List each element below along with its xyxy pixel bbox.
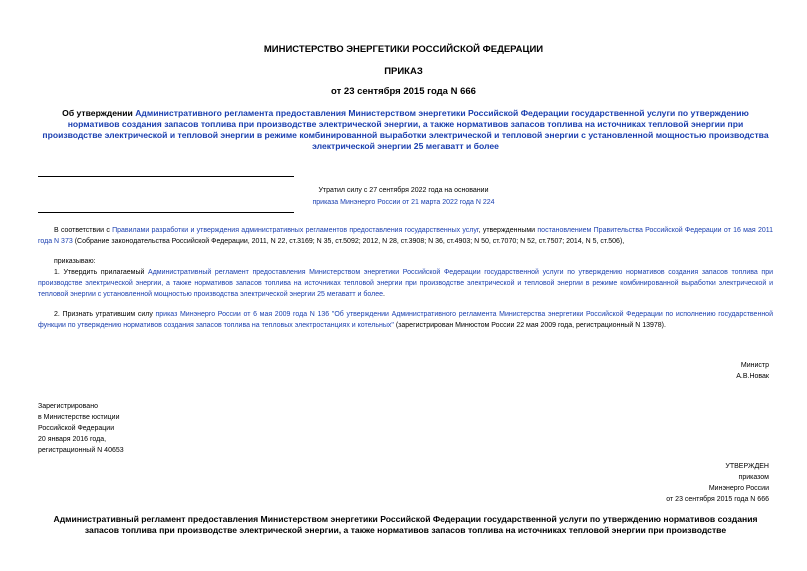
registration-line: Зарегистрировано [38,403,98,410]
signature-block [736,360,769,382]
approval-line: УТВЕРЖДЕН [725,463,769,470]
order-word: приказываю: [54,258,96,265]
item-1-paragraph [38,267,773,300]
divider-top [38,176,294,177]
approval-line: Минэнерго России [708,485,769,492]
registration-line: регистрационный N 40653 [38,447,124,454]
signature-name: А.В.Новак [736,373,769,380]
ministry-heading: МИНИСТЕРСТВО ЭНЕРГЕТИКИ РОССИЙСКОЙ ФЕДЕРАЦИИ [263,44,544,55]
rules-link[interactable]: Правилами разработки и утверждения административных регламентов предоставления государственных услуг [112,227,479,234]
regulation-link[interactable]: Административный регламент предоставления Министерством энергетики Российской Федерации государственной услуги по утверждению нормативов создания запасов топлива при производстве электрической энергии, а также нормативов запасов топлива на источниках тепловой энергии при производстве электрической и тепловой энергии в режиме комбинированной выработки электрической и тепловой энергии с установленной мощностью производства электрической энергии 25 мегаватт и более [38,269,774,298]
registration-block [38,401,124,456]
item-2-paragraph [38,309,773,331]
signature-role: Министр [740,362,769,369]
registration-line: Российской Федерации [38,425,115,432]
preamble-text-3: (Собрание законодательства Российской Федерации, 2011, N 22, ст.3169; N 35, ст.5092; 2012, N 28, ст.3908; N 36, ст.4903; N 50, ст.7070; N 52, ст.7507; 2014, N 5, ст.506), [72,238,625,245]
document-title [38,108,773,152]
item-2-text-2: (зарегистрирован Минюстом России 22 мая 2009 года, регистрационный N 13978). [393,322,666,329]
old-order-link[interactable]: приказ Минэнерго России от 6 мая 2009 года N 136 "Об утверждении Административного регламента Министерства энергетики Российской Федерации по исполнению государственной функции по утверждению нормативов создания запасов топлива на тепловых электростанциях и котельных" [38,311,773,329]
status-link[interactable]: приказа Минэнерго России от 21 марта 2022 года N 224 [312,199,495,206]
government-decree-link[interactable]: постановлением Правительства Российской Федерации от 16 мая 2011 года N 373 [38,227,773,245]
item-1-text-2: . [383,291,385,298]
preamble-paragraph [38,225,773,247]
doc-date-heading: от 23 сентября 2015 года N 666 [331,86,476,97]
approval-block [666,461,769,505]
doc-type-heading: ПРИКАЗ [384,66,423,77]
title-prefix: Об утверждении [62,108,136,118]
approval-line: от 23 сентября 2015 года N 666 [666,496,769,503]
regulation-title: Административный регламент предоставления Министерством энергетики Российской Федерации государственной услуги по утверждению нормативов создания запасов топлива при производстве электрической энергии, а также нормативов запасов топлива на источниках тепловой энергии при производстве [53,514,758,535]
registration-line: в Министерстве юстиции [38,414,120,421]
registration-line: 20 января 2016 года, [38,436,107,443]
divider-bottom [38,212,294,213]
preamble-text-1: В соответствии с [54,227,113,234]
item-2-text-1: 2. Признать утратившим силу [54,311,156,318]
approval-line: приказом [738,474,769,481]
status-line: Утратил силу с 27 сентября 2022 года на основании [318,187,489,194]
item-1-text-1: 1. Утвердить прилагаемый [54,269,149,276]
title-link[interactable]: Административного регламента предоставления Министерством энергетики Российской Федерации государственной услуги по утверждению нормативов создания запасов топлива при производстве электрической энергии, а также нормативов запасов топлива на источниках тепловой энергии при производстве электрической и тепловой энергии в режиме комбинированной выработки электрической и тепловой энергии с установленной мощностью производства электрической энергии 25 мегаватт и более [42,108,769,151]
preamble-text-2: , утвержденными [478,227,538,234]
